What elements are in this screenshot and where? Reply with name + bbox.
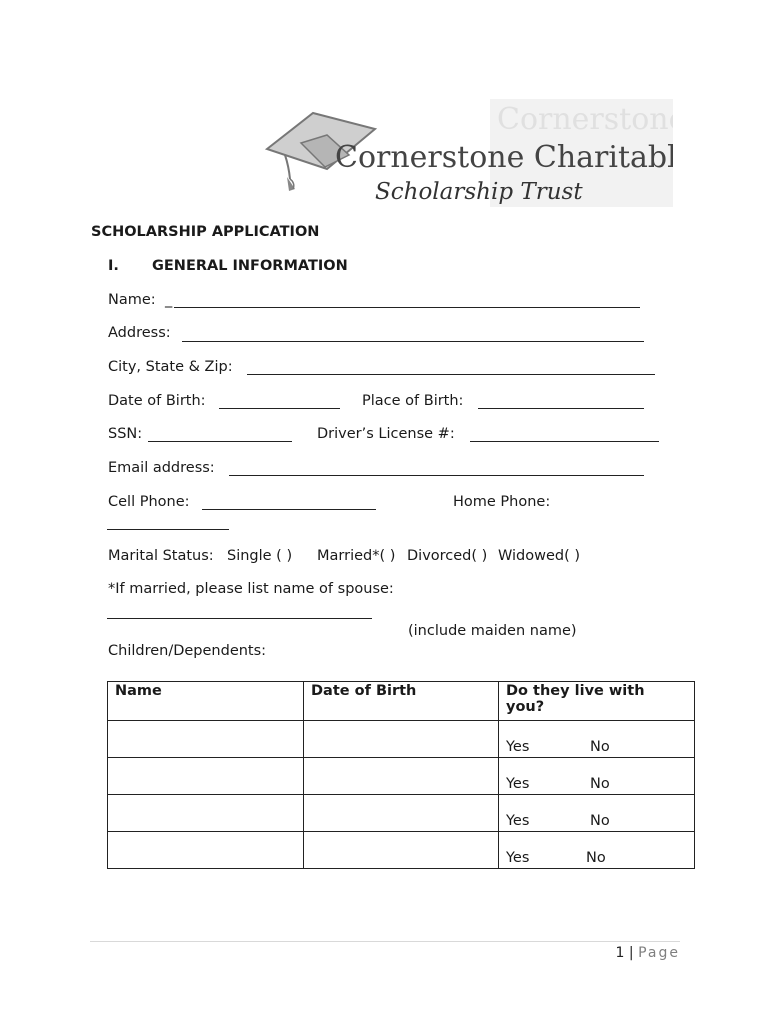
child-name-cell[interactable] <box>108 795 304 832</box>
child-name-cell[interactable] <box>108 832 304 869</box>
address-label: Address: <box>108 325 171 341</box>
child-dob-cell[interactable] <box>304 721 499 758</box>
child-dob-cell[interactable] <box>304 795 499 832</box>
graduation-cap-icon <box>265 99 673 207</box>
page-footer <box>616 945 680 961</box>
lives-with-cell <box>499 758 695 795</box>
address-field[interactable] <box>182 341 644 342</box>
pob-field[interactable] <box>478 408 644 409</box>
cell-field[interactable] <box>202 509 376 510</box>
page-separator: | <box>628 945 634 961</box>
dob-label: Date of Birth: <box>108 393 206 409</box>
child-name-cell[interactable] <box>108 758 304 795</box>
spouse-note: (include maiden name) <box>408 623 577 639</box>
no-option[interactable]: No <box>586 850 606 866</box>
lives-with-cell <box>499 832 695 869</box>
dob-field[interactable] <box>219 408 340 409</box>
yes-option[interactable]: Yes <box>506 850 530 866</box>
name-mark: _ <box>165 292 173 308</box>
spouse-field[interactable] <box>107 618 372 619</box>
ssn-label: SSN: <box>108 426 143 442</box>
email-label: Email address: <box>108 460 215 476</box>
logo-title: Cornerstone Charitable <box>335 140 673 175</box>
marital-widowed[interactable]: Widowed( ) <box>498 548 581 564</box>
table-row <box>108 795 695 832</box>
child-dob-cell[interactable] <box>304 758 499 795</box>
section-number: I. <box>108 258 119 274</box>
footer-rule <box>90 941 680 942</box>
pob-label: Place of Birth: <box>362 393 464 409</box>
home-label: Home Phone: <box>453 494 551 510</box>
marital-married[interactable]: Married*( ) <box>317 548 396 564</box>
name-field[interactable] <box>174 307 640 308</box>
marital-divorced[interactable]: Divorced( ) <box>407 548 488 564</box>
city-label: City, State & Zip: <box>108 359 233 375</box>
page-number: 1 <box>615 945 625 961</box>
lives-with-cell <box>499 795 695 832</box>
table-row <box>108 758 695 795</box>
yes-option[interactable]: Yes <box>506 813 530 829</box>
lives-with-cell <box>499 721 695 758</box>
section-title: GENERAL INFORMATION <box>152 258 348 274</box>
children-label: Children/Dependents: <box>108 643 267 659</box>
name-label: Name: <box>108 292 156 308</box>
no-option[interactable]: No <box>590 776 610 792</box>
column-header-dob: Date of Birth <box>304 682 499 721</box>
page-title: SCHOLARSHIP APPLICATION <box>91 224 320 240</box>
email-field[interactable] <box>229 475 644 476</box>
ssn-field[interactable] <box>148 441 292 442</box>
table-row <box>108 832 695 869</box>
logo-ghost-text: Cornerstone <box>497 102 673 137</box>
city-field[interactable] <box>247 374 655 375</box>
table-header-row <box>108 682 695 721</box>
table-row <box>108 721 695 758</box>
no-option[interactable]: No <box>590 813 610 829</box>
spouse-prompt: *If married, please list name of spouse: <box>108 581 394 597</box>
no-option[interactable]: No <box>590 739 610 755</box>
yes-option[interactable]: Yes <box>506 739 530 755</box>
license-field[interactable] <box>470 441 659 442</box>
column-header-lives-with: Do they live with you? <box>499 682 695 721</box>
cell-label: Cell Phone: <box>108 494 190 510</box>
marital-single[interactable]: Single ( ) <box>227 548 293 564</box>
yes-option[interactable]: Yes <box>506 776 530 792</box>
child-dob-cell[interactable] <box>304 832 499 869</box>
logo-subtitle: Scholarship Trust <box>375 179 583 205</box>
column-header-name: Name <box>108 682 304 721</box>
child-name-cell[interactable] <box>108 721 304 758</box>
page-word: Page <box>638 945 680 961</box>
children-table <box>107 681 695 869</box>
cornerstone-logo <box>265 99 673 207</box>
marital-label: Marital Status: <box>108 548 214 564</box>
home-field[interactable] <box>107 529 229 530</box>
license-label: Driver’s License #: <box>317 426 455 442</box>
